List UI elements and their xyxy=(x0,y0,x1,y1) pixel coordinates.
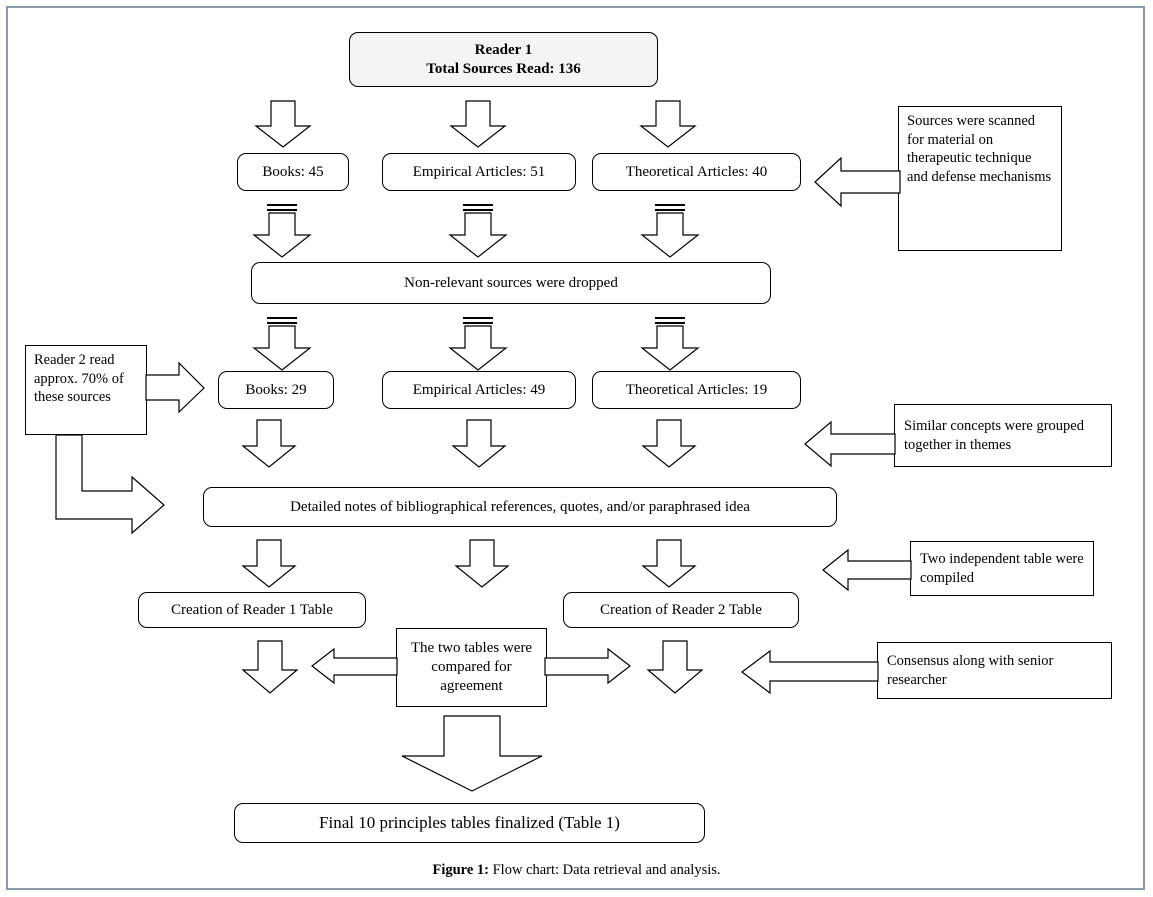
arrow-left-themes xyxy=(805,420,897,468)
node-compared xyxy=(396,628,547,707)
arrow-down-books2 xyxy=(251,203,315,258)
node-detailed-notes-label: Detailed notes of bibliographical references, quotes, and/or paraphrased idea xyxy=(290,498,750,515)
arrow-down-theoretical3 xyxy=(639,316,703,371)
arrow-down-empirical1 xyxy=(448,101,508,148)
node-final xyxy=(234,803,705,843)
node-detailed-notes xyxy=(203,487,837,527)
figure-caption-text: Flow chart: Data retrieval and analysis. xyxy=(488,862,721,878)
arrow-down-empirical2 xyxy=(447,203,511,258)
annotation-consensus xyxy=(877,642,1112,699)
annotation-themes xyxy=(894,404,1112,467)
annotation-reader2 xyxy=(25,345,147,435)
arrow-down-empirical4 xyxy=(450,420,508,468)
annotation-reader2-label: Reader 2 read approx. 70% of these sources xyxy=(34,352,124,406)
arrow-left-scanned xyxy=(815,146,901,218)
node-reader1 xyxy=(349,32,658,87)
node-reader1-line1: Reader 1 xyxy=(474,41,533,58)
node-final-label: Final 10 principles tables finalized (Table 1) xyxy=(319,813,620,833)
node-compared-label: The two tables were compared for agreement xyxy=(410,640,533,694)
node-empirical-49-label: Empirical Articles: 49 xyxy=(412,381,546,398)
arrow-down-theoretical4 xyxy=(640,420,698,468)
node-books-45 xyxy=(237,153,349,191)
node-books-29 xyxy=(218,371,334,409)
arrow-down-reader1-table xyxy=(240,641,300,694)
annotation-two-tables-label: Two independent table were compiled xyxy=(920,550,1084,586)
node-books-29-label: Books: 29 xyxy=(245,381,307,398)
arrow-left-compared xyxy=(312,648,398,684)
node-empirical-49 xyxy=(382,371,576,409)
node-reader1-line2: Total Sources Read: 136 xyxy=(426,60,581,77)
arrow-left-consensus xyxy=(742,650,880,694)
arrow-down-theoretical2 xyxy=(639,203,703,258)
arrow-down-theoretical1 xyxy=(638,101,698,148)
arrow-down-books1 xyxy=(253,101,313,148)
arrow-down-reader2-table xyxy=(645,641,705,694)
node-dropped xyxy=(251,262,771,304)
annotation-consensus-label: Consensus along with senior researcher xyxy=(887,652,1054,688)
arrow-down-books3 xyxy=(251,316,315,371)
node-theoretical-19-label: Theoretical Articles: 19 xyxy=(625,381,768,398)
arrow-elbow-reader2-notes xyxy=(52,435,192,540)
node-reader2-table-label: Creation of Reader 2 Table xyxy=(600,601,762,618)
arrow-down-table-middle xyxy=(453,540,511,588)
arrow-left-two-tables xyxy=(823,549,913,591)
arrow-right-compared xyxy=(545,648,631,684)
arrow-down-final xyxy=(399,716,545,792)
node-theoretical-40-label: Theoretical Articles: 40 xyxy=(625,163,768,180)
annotation-scanned xyxy=(898,106,1062,251)
arrow-down-table1 xyxy=(240,540,298,588)
node-empirical-51 xyxy=(382,153,576,191)
annotation-two-tables xyxy=(910,541,1094,596)
node-reader1-table xyxy=(138,592,366,628)
arrow-down-books4 xyxy=(240,420,298,468)
node-books-45-label: Books: 45 xyxy=(262,163,324,180)
arrow-down-table2 xyxy=(640,540,698,588)
node-reader1-table-label: Creation of Reader 1 Table xyxy=(171,601,333,618)
node-theoretical-19 xyxy=(592,371,801,409)
figure-caption xyxy=(0,862,1153,879)
node-empirical-51-label: Empirical Articles: 51 xyxy=(412,163,546,180)
arrow-right-reader2 xyxy=(146,363,206,413)
annotation-themes-label: Similar concepts were grouped together in themes xyxy=(904,417,1084,453)
node-theoretical-40 xyxy=(592,153,801,191)
node-reader2-table xyxy=(563,592,799,628)
arrow-down-empirical3 xyxy=(447,316,511,371)
node-dropped-label: Non-relevant sources were dropped xyxy=(404,274,618,291)
figure-caption-label: Figure 1: xyxy=(432,862,489,878)
annotation-scanned-label: Sources were scanned for material on therapeutic technique and defense mechanisms xyxy=(907,113,1052,185)
